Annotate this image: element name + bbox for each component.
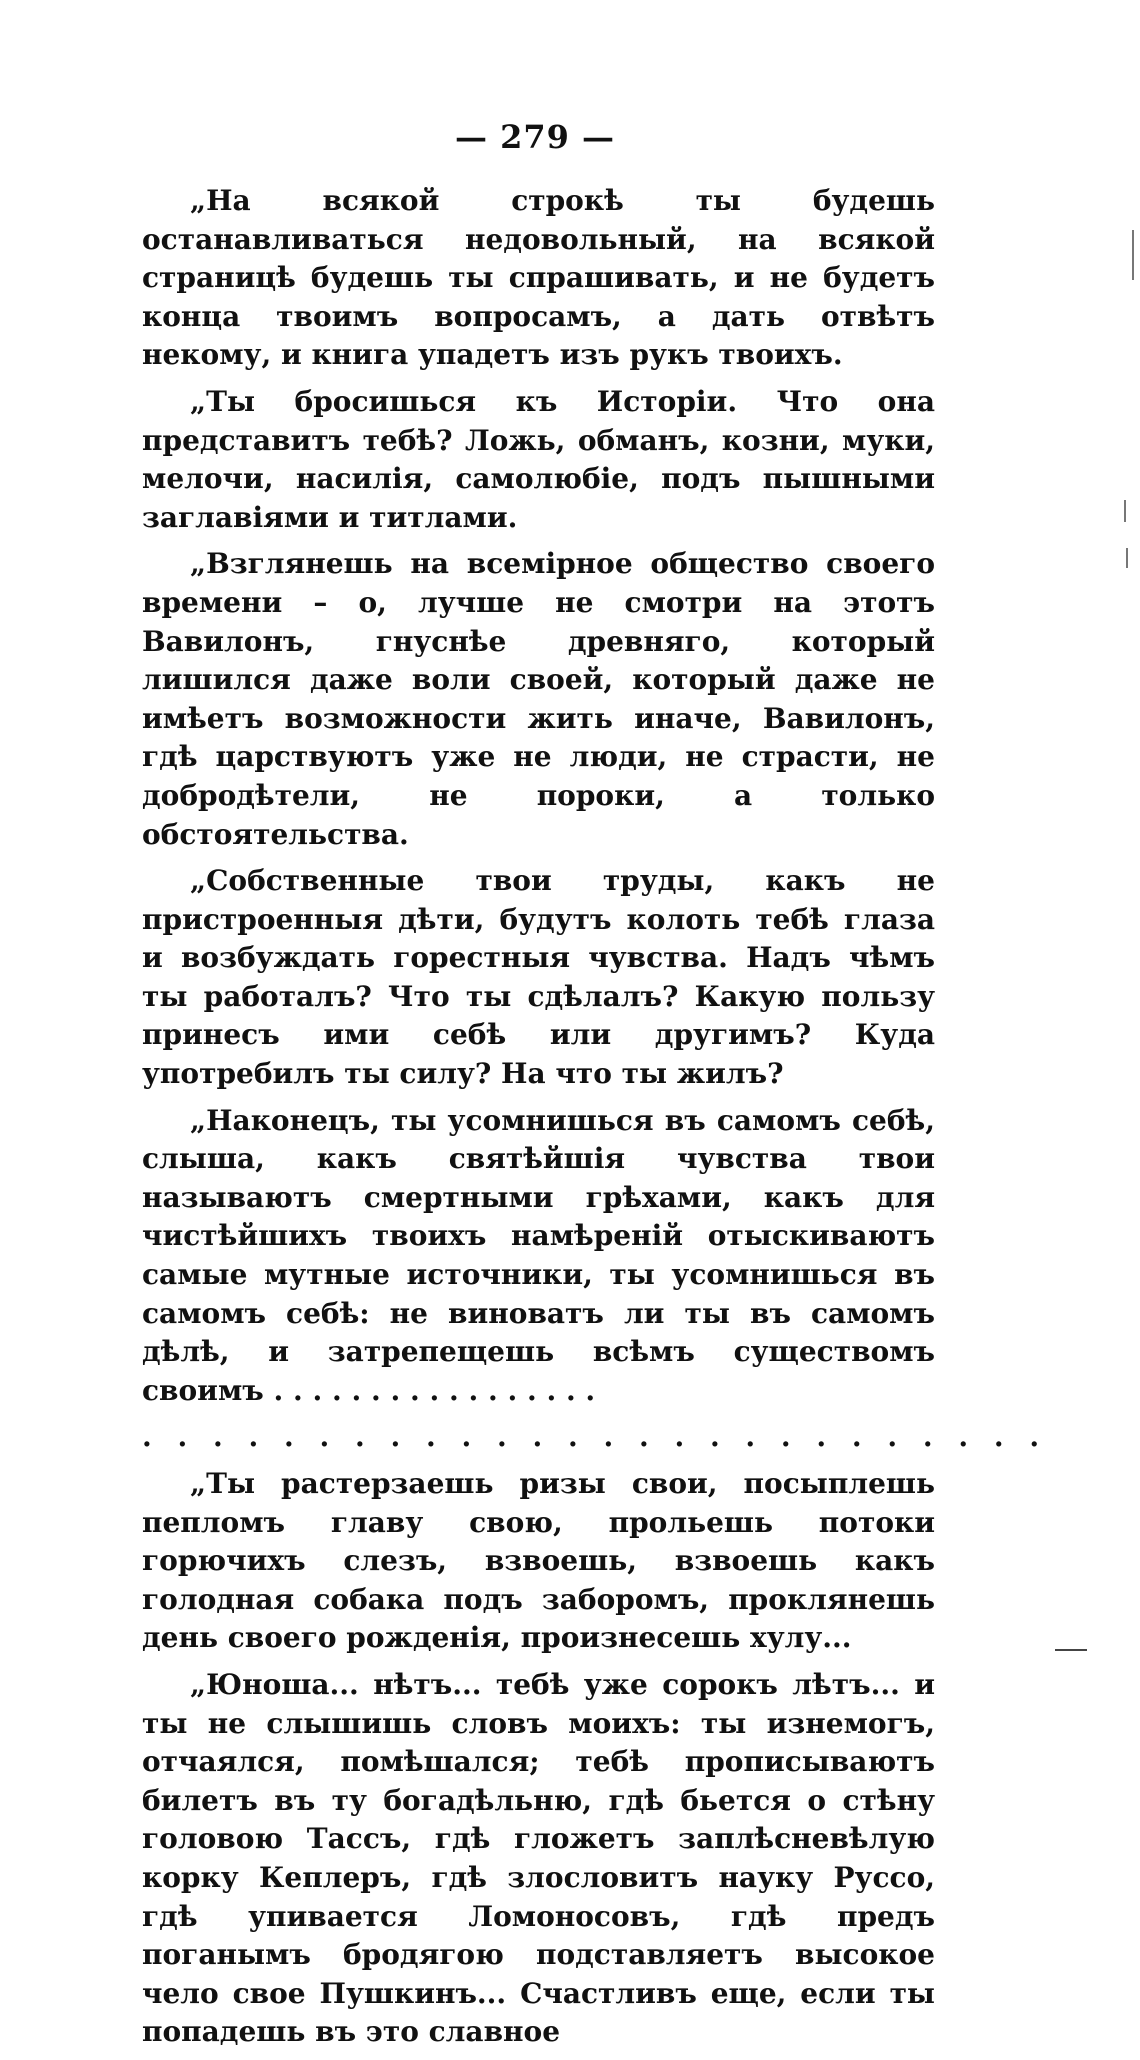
paragraph: „На всякой строкѣ ты будешь останавливаться недовольный, на всякой страницѣ будешь ты спрашивать, и не будетъ конца твоимъ вопросамъ, а дать отвѣтъ некому, и книга упадетъ изъ рукъ твоихъ. (142, 184, 935, 372)
margin-mark (1126, 548, 1128, 568)
paragraph: „Ты растерзаешь ризы свои, посыплешь пепломъ главу свою, прольешь потоки горючихъ слезъ, взвоешь, взвоешь какъ голодная собака подъ заборомъ, проклянешь день своего рожденія, произнесешь хулу... (142, 1467, 935, 1655)
page-number: — 279 — (454, 118, 616, 156)
paragraph: „Юноша... нѣтъ... тебѣ уже сорокъ лѣтъ... и ты не слышишь словъ моихъ: ты изнемогъ, отчаялся, помѣшался; тебѣ прописываютъ билетъ въ ту богадѣльню, гдѣ бьется о стѣну головою Тассъ, гдѣ гложетъ заплѣсневѣлую корку Кеплеръ, гдѣ злословитъ науку Руссо, гдѣ упивается Ломоносовъ, гдѣ предъ поганымъ бродягою подставляетъ высокое чело свое Пушкинъ... Счастливъ еще, если ты попадешь въ это славное (142, 1667, 935, 2049)
page-body (142, 182, 1048, 2060)
paragraph: „Взглянешь на всемірное общество своего времени – о, лучше не смотри на этотъ Вавилонъ, гнуснѣе древняго, который лишился даже воли своей, который даже не имѣетъ возможности жить иначе, Вавилонъ, гдѣ царствуютъ уже не люди, не страсти, не добродѣтели, не пороки, а только обстоятельства. (142, 547, 935, 851)
paragraph: „Собственные твои труды, какъ не пристроенныя дѣти, будутъ колоть тебѣ глаза и возбуждать горестныя чувства. Надъ чѣмъ ты работалъ? Что ты сдѣлалъ? Какую пользу принесъ ими себѣ или другимъ? Куда употребилъ ты силу? На что ты жилъ? (142, 864, 935, 1091)
margin-mark (1055, 1649, 1087, 1651)
margin-mark (1124, 500, 1126, 522)
paragraph: „Наконецъ, ты усомнишься въ самомъ себѣ, слыша, какъ святѣйшія чувства твои называютъ смертными грѣхами, какъ для чистѣйшихъ твоихъ намѣреній отыскиваютъ самые мутные источники, ты усомнишься въ самомъ себѣ: не виноватъ ли ты въ самомъ дѣлѣ, и затрепещешь всѣмъ существомъ своимъ . . . . . . . . . . . . . . . . . (142, 1103, 935, 1407)
margin-mark (1132, 230, 1134, 280)
paragraph: „Ты бросишься къ Исторіи. Что она представитъ тебѣ? Ложь, обманъ, козни, муки, мелочи, насилія, самолюбіе, подъ пышными заглавіями и титлами. (142, 384, 935, 534)
ellipsis-line: . . . . . . . . . . . . . . . . . . . . . . . . . . (142, 1420, 1048, 1454)
